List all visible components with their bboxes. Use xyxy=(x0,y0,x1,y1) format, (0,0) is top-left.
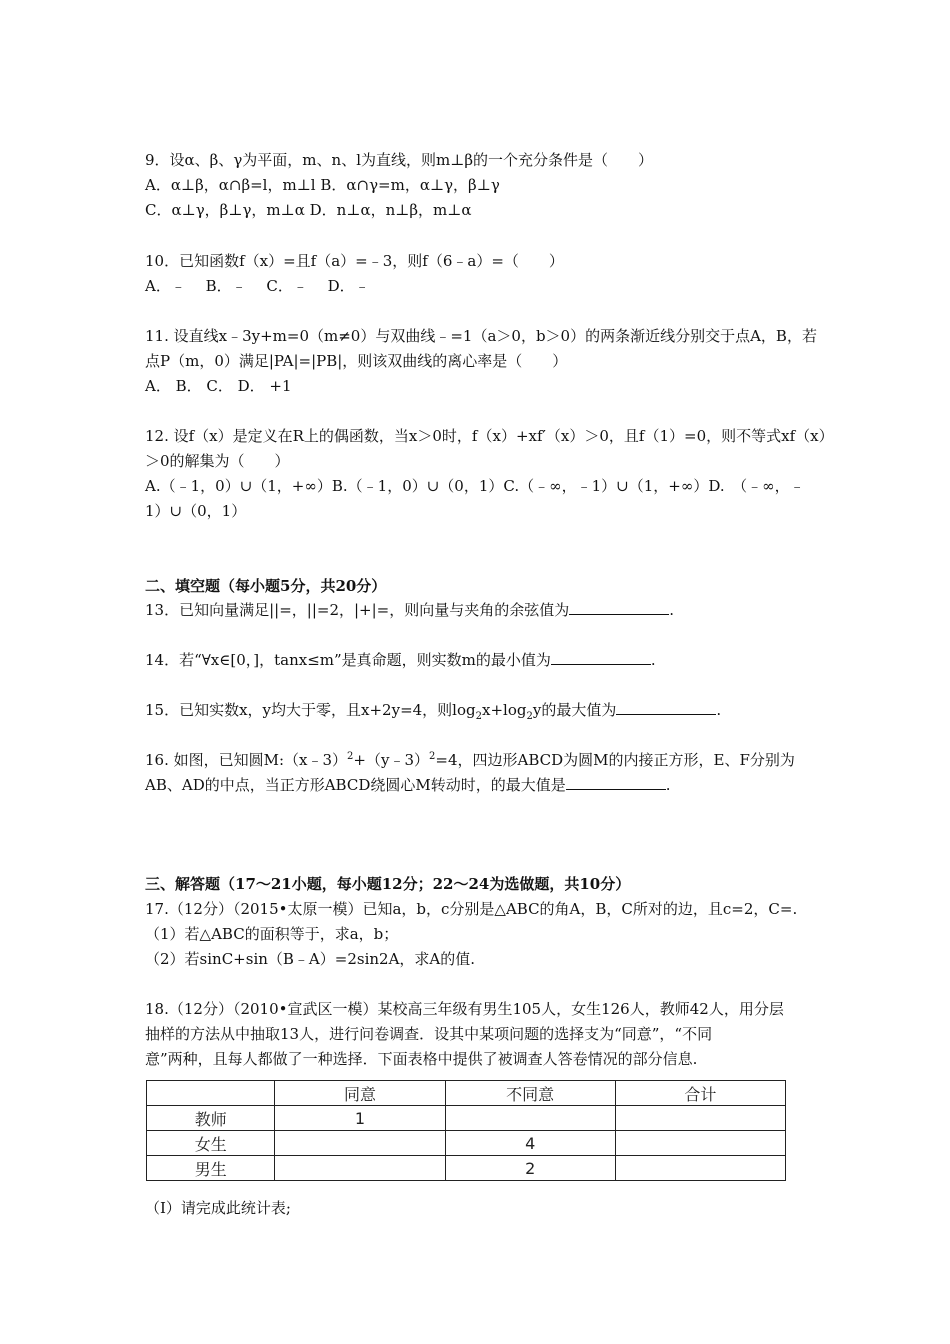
q11-stem-line2: 点P（m，0）满足|PA|=|PB|，则该双曲线的离心率是（ ） xyxy=(145,352,568,370)
q12-stem-line1: 12. 设f（x）是定义在R上的偶函数，当x＞0时，f（x）+xf′（x）＞0，且f（1）=0，则不等式xf（x） xyxy=(145,427,834,445)
table-cell: 男生 xyxy=(147,1156,275,1181)
table-header-cell: 不同意 xyxy=(445,1081,615,1106)
q15 xyxy=(145,700,721,720)
q15-post: y的最大值为 xyxy=(532,701,617,719)
table-cell xyxy=(275,1156,445,1181)
table-header-cell: 合计 xyxy=(615,1081,785,1106)
q14-end: . xyxy=(650,651,656,669)
q9-stem: 9．设α、β、γ为平面，m、n、l为直线，则m⊥β的一个充分条件是（ ） xyxy=(145,151,653,169)
q15-mid: x+log xyxy=(482,701,527,719)
table-cell xyxy=(615,1156,785,1181)
q9-options-cd: C．α⊥γ，β⊥γ，m⊥α D．n⊥α，n⊥β，m⊥α xyxy=(145,201,472,219)
survey-table xyxy=(146,1080,786,1181)
q16-pre: 16. 如图，已知圆M:（x﹣3） xyxy=(145,751,348,769)
table-cell xyxy=(445,1106,615,1131)
section3-heading: 三、解答题（17～21小题，每小题12分；22～24为选做题，共10分） xyxy=(145,875,631,893)
q13 xyxy=(145,600,674,620)
q17-stem: 17.（12分）（2015•太原一模）已知a，b，c分别是△ABC的角A，B，C所对的边，且c=2，C=. xyxy=(145,900,798,918)
q18-line3: 意”两种，且每人都做了一种选择．下面表格中提供了被调查人答卷情况的部分信息. xyxy=(145,1050,698,1068)
q11-stem-line1: 11. 设直线x﹣3y+m=0（m≠0）与双曲线﹣=1（a＞0，b＞0）的两条渐近线分别交于点A，B，若 xyxy=(145,327,817,345)
q16-line1 xyxy=(145,750,795,770)
q18-sub1: （Ⅰ）请完成此统计表; xyxy=(145,1199,291,1217)
table-row xyxy=(147,1156,786,1181)
q18-line1: 18.（12分）（2010•宣武区一模）某校高三年级有男生105人，女生126人，教师42人，用分层 xyxy=(145,1000,784,1018)
table-row xyxy=(147,1106,786,1131)
q11-options: A． B． C． D． +1 xyxy=(145,377,292,395)
q16-line2-text: AB、AD的中点，当正方形ABCD绕圆心M转动时，的最大值是 xyxy=(145,776,566,794)
table-header-cell xyxy=(147,1081,275,1106)
q15-answer-blank[interactable] xyxy=(616,700,716,715)
table-cell: 1 xyxy=(275,1106,445,1131)
q13-text: 13．已知向量满足||=，||=2，|+|=，则向量与夹角的余弦值为 xyxy=(145,601,570,619)
q9-options-ab: A．α⊥β，α∩β=l，m⊥l B．α∩γ=m，α⊥γ，β⊥γ xyxy=(145,176,500,194)
q13-answer-blank[interactable] xyxy=(569,600,669,615)
table-cell: 2 xyxy=(445,1156,615,1181)
q12-stem-line2: ＞0的解集为（ ） xyxy=(145,452,290,470)
table-row xyxy=(147,1131,786,1156)
q12-options-line1: A.（﹣1，0）∪（1，+∞）B.（﹣1，0）∪（0，1）C.（﹣∞，﹣1）∪（1，+∞）D. （﹣∞，﹣ xyxy=(145,477,805,495)
q16-mid: +（y﹣3） xyxy=(353,751,430,769)
q15-sub1: 2 xyxy=(475,711,482,722)
q15-pre: 15．已知实数x，y均大于零，且x+2y=4，则log xyxy=(145,701,476,719)
q14 xyxy=(145,650,656,670)
table-cell xyxy=(275,1131,445,1156)
q16-answer-blank[interactable] xyxy=(566,775,666,790)
q12-options-line2: 1）∪（0，1） xyxy=(145,502,247,520)
table-cell xyxy=(615,1131,785,1156)
q14-answer-blank[interactable] xyxy=(551,650,651,665)
q10-stem: 10．已知函数f（x）=且f（a）=﹣3，则f（6﹣a）=（ ） xyxy=(145,252,564,270)
q17-part1: （1）若△ABC的面积等于，求a，b； xyxy=(145,925,399,943)
table-cell: 4 xyxy=(445,1131,615,1156)
q15-sub2: 2 xyxy=(526,711,533,722)
q15-end: . xyxy=(716,701,722,719)
q10-options: A．﹣ B．﹣ C．﹣ D．﹣ xyxy=(145,277,370,295)
table-header-row xyxy=(147,1081,786,1106)
q16-sup2: 2 xyxy=(429,751,436,762)
q16-post: =4，四边形ABCD为圆M的内接正方形，E、F分别为 xyxy=(435,751,795,769)
table-cell: 教师 xyxy=(147,1106,275,1131)
q16-end: . xyxy=(665,776,671,794)
q17-part2: （2）若sinC+sin（B﹣A）=2sin2A，求A的值. xyxy=(145,950,476,968)
q13-end: . xyxy=(669,601,675,619)
table-cell xyxy=(615,1106,785,1131)
q16-sup1: 2 xyxy=(347,751,354,762)
q16-line2 xyxy=(145,775,671,795)
q14-text: 14．若“∀x∈[0，]，tanx≤m”是真命题，则实数m的最小值为 xyxy=(145,651,551,669)
section2-heading: 二、填空题（每小题5分，共20分） xyxy=(145,577,387,595)
table-header-cell: 同意 xyxy=(275,1081,445,1106)
q18-line2: 抽样的方法从中抽取13人，进行问卷调查．设其中某项问题的选择支为“同意”，“不同 xyxy=(145,1025,713,1043)
table-cell: 女生 xyxy=(147,1131,275,1156)
